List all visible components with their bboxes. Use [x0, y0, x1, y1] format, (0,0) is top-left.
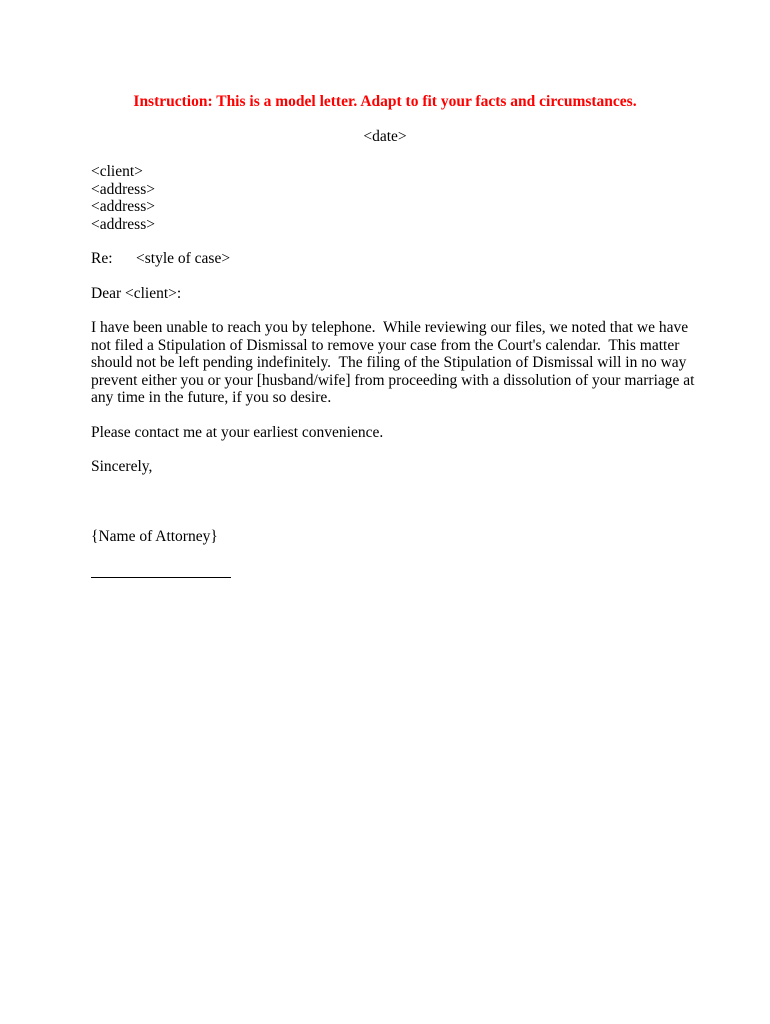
recipient-address-block [91, 163, 681, 233]
body-line: prevent either you or your [husband/wife] from proceeding with a dissolution of your marriage at [91, 371, 695, 389]
re-value: <style of case> [136, 250, 231, 267]
signature-line [91, 577, 231, 578]
body-line: not filed a Stipulation of Dismissal to remove your case from the Court's calendar. This matter [91, 336, 680, 354]
body-line: I have been unable to reach you by telephone. While reviewing our files, we noted that we have [91, 319, 689, 336]
attorney-name: {Name of Attorney} [91, 528, 218, 545]
body-paragraph [91, 319, 695, 407]
recipient-address-line: <address> [91, 180, 155, 198]
re-label: Re: [91, 250, 113, 267]
salutation: Dear <client>: [91, 285, 182, 302]
sign-off: Sincerely, [91, 458, 153, 475]
recipient-address-line: <address> [91, 215, 155, 233]
body-line: any time in the future, if you so desire. [91, 389, 332, 406]
re-line [91, 250, 681, 268]
body-line: should not be left pending indefinitely. The filing of the Stipulation of Dismissal will in no way [91, 354, 687, 371]
instruction-note: Instruction: This is a model letter. Adapt to fit your facts and circumstances. [133, 93, 637, 110]
letter-date: <date> [363, 128, 407, 145]
recipient-address-line: <address> [91, 198, 155, 215]
recipient-name: <client> [91, 163, 143, 180]
closing-paragraph: Please contact me at your earliest convenience. [91, 424, 384, 441]
